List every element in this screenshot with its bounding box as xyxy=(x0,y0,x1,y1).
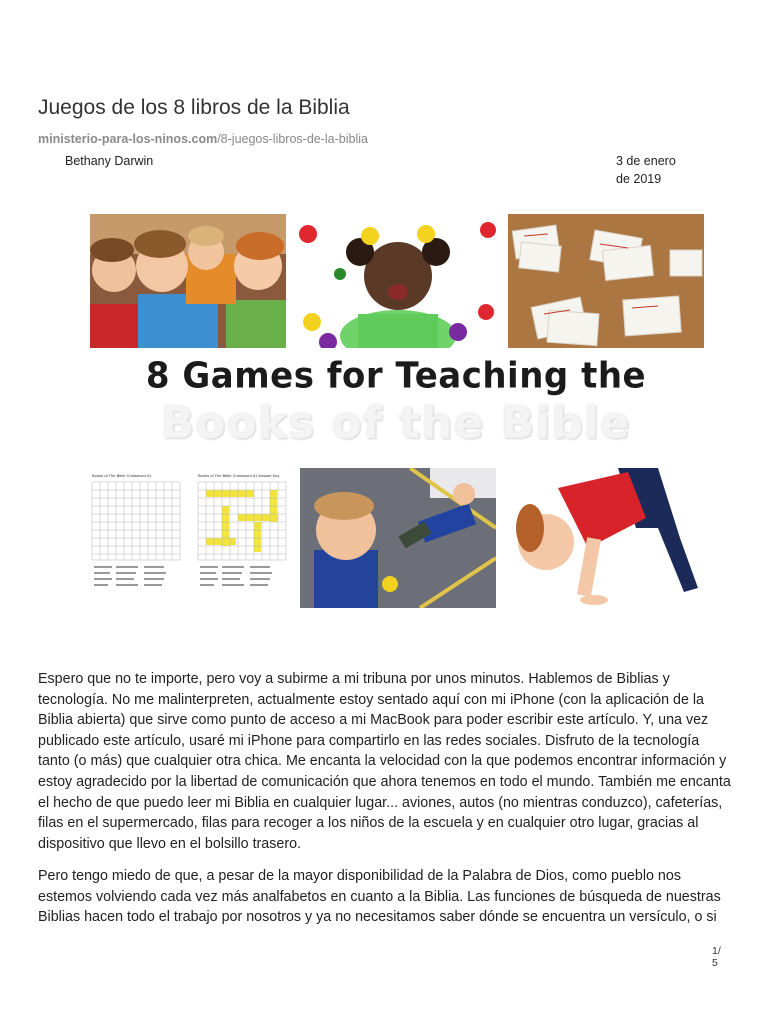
crossword-title-right: Books of The Bible Crossword #1 Answer Key xyxy=(198,473,280,478)
source-domain[interactable]: ministerio-para-los-ninos.com xyxy=(38,132,218,146)
photo-boy-stretching-graphic xyxy=(508,468,704,608)
crossword-grid-graphic xyxy=(90,470,186,600)
crossword-title-left: Books of The Bible Crossword #1 xyxy=(92,473,152,478)
paragraph-1: Espero que no te importe, pero voy a subirme a mi tribuna por unos minutos. Hablemos de Biblias y tecnología. No me malinterpreten, actualmente estoy sentado aquí con mi iPhone (con la aplicación de la Biblia abierta) que sirve como punto de acceso a mi MacBook para poder escribir este artículo. Y, una vez publicado este artículo, usaré mi iPhone para compartirlo en las redes sociales. Disfruto de la tecnología tanto (o más) que cualquier otra chica. Me encanta la velocidad con la que podemos encontrar información y estoy agradecido por la libertad de comunicación que ahora tenemos en todo el mundo. También me encanta el hecho de que puedo leer mi Biblia en cualquier lugar... aviones, autos (no mientras conduzco), cafeterías, filas en el supermercado, filas para recoger a los niños de la escuela y en cualquier otro lugar, gracias al dispositivo que llevo en el bolsillo trasero. xyxy=(38,671,731,852)
photo-cards-table-graphic xyxy=(508,214,704,348)
photo-boys-floor xyxy=(300,468,496,608)
author-name: Bethany Darwin xyxy=(65,154,154,168)
photo-crossword-answer-key xyxy=(196,470,292,600)
date-line-1: 3 de enero xyxy=(616,154,676,168)
source-url[interactable] xyxy=(38,132,368,146)
source-path[interactable]: /8-juegos-libros-de-la-biblia xyxy=(217,132,368,146)
photo-crossword-puzzle xyxy=(90,470,186,600)
photo-girl-playing-graphic xyxy=(298,214,498,348)
hero-heading: 8 Games for Teaching the xyxy=(145,355,647,397)
photo-boys-floor-graphic xyxy=(300,468,496,608)
photo-cards-table xyxy=(508,214,704,348)
crossword-answer-graphic xyxy=(196,470,292,600)
paragraph-2: Pero tengo miedo de que, a pesar de la mayor disponibilidad de la Palabra de Dios, como pueblo nos estemos volviendo cada vez más analfabetos en cuanto a la Biblia. Las funciones de búsqueda de nuestras Biblias hacen todo el trabajo por nosotros y ya no necesitamos saber dónde se encuentra un versículo, o si xyxy=(38,868,721,926)
photo-kids-laughing xyxy=(90,214,286,348)
publish-date xyxy=(616,152,696,188)
hero-subheading: Books of the Bible xyxy=(160,398,631,449)
hero-image xyxy=(88,208,704,616)
article-title: Juegos de los 8 libros de la Biblia xyxy=(38,96,350,119)
page-number: 1/5 xyxy=(712,945,721,969)
date-line-2: de 2019 xyxy=(616,172,662,186)
photo-girl-playing xyxy=(298,214,498,348)
photo-boy-stretching xyxy=(508,468,704,608)
photo-kids-laughing-graphic xyxy=(90,214,286,348)
